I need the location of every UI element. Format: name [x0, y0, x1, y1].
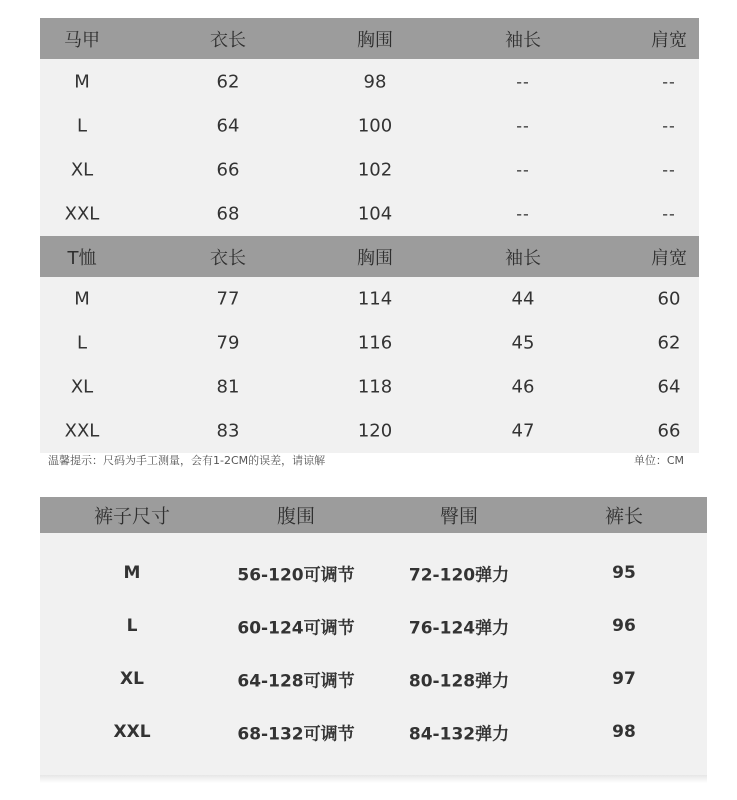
table-row: [40, 652, 707, 705]
table-cell: 45: [511, 332, 535, 354]
table-cell: 102: [357, 159, 393, 181]
table-row: [40, 365, 699, 409]
header-cell: 裤长: [604, 505, 644, 528]
size-cell: M: [74, 71, 90, 92]
table-row: [40, 546, 707, 599]
tshirt-header-row: [40, 236, 699, 277]
table-cell: 95: [612, 562, 636, 583]
pants-size-table: [40, 497, 707, 775]
table-cell: 114: [357, 288, 393, 310]
table-cell: 72-120弹力: [408, 565, 510, 585]
table-row: [40, 599, 707, 652]
pants-header-row: [40, 497, 707, 533]
header-cell: 衣长: [210, 247, 246, 269]
header-cell: 袖长: [505, 247, 541, 269]
table-cell: 66: [216, 159, 240, 181]
size-cell: XL: [70, 159, 94, 181]
table-cell: 77: [216, 288, 240, 310]
table-cell: 98: [612, 721, 636, 742]
table-row: [40, 59, 699, 104]
table-cell: 60-124可调节: [237, 618, 355, 638]
table-row: [40, 409, 699, 453]
table-row: [40, 148, 699, 192]
table-cell: --: [662, 160, 676, 180]
size-cell: XL: [120, 668, 144, 689]
table-cell: 56-120可调节: [237, 565, 355, 585]
size-cell: M: [74, 288, 90, 310]
header-cell: 胸围: [357, 247, 393, 269]
header-cell: 马甲: [64, 29, 100, 51]
table-cell: --: [516, 116, 530, 136]
size-cell: L: [76, 332, 88, 354]
table-cell: 116: [357, 332, 393, 354]
table-cell: --: [662, 116, 676, 136]
table-cell: 83: [216, 420, 240, 442]
table-cell: 84-132弹力: [408, 724, 510, 744]
table-cell: 104: [357, 203, 393, 225]
table-cell: 79: [216, 332, 240, 354]
header-cell: 裤子尺寸: [93, 505, 171, 528]
table-cell: --: [516, 160, 530, 180]
size-cell: XL: [70, 376, 94, 398]
table-row: [40, 277, 699, 321]
size-cell: M: [123, 562, 141, 583]
table-cell: 44: [511, 288, 535, 310]
table-cell: 80-128弹力: [408, 671, 510, 691]
table-cell: 98: [363, 71, 387, 92]
size-cell: XXL: [113, 721, 151, 742]
size-cell: XXL: [64, 203, 100, 225]
table-cell: 120: [357, 420, 393, 442]
table-row: [40, 192, 699, 236]
header-cell: 臀围: [439, 505, 479, 528]
table-cell: 118: [357, 376, 393, 398]
table-cell: 81: [216, 376, 240, 398]
table-cell: --: [662, 72, 676, 91]
tops-size-table: [40, 18, 699, 453]
size-cell: L: [76, 115, 88, 137]
table-cell: 76-124弹力: [408, 618, 510, 638]
table-cell: 64: [657, 376, 681, 398]
table-cell: 97: [612, 668, 636, 689]
table-cell: 100: [357, 115, 393, 137]
header-cell: 腹围: [276, 505, 316, 528]
table-cell: --: [662, 204, 676, 224]
header-cell: 胸围: [357, 29, 393, 51]
table-bottom-shadow: [40, 775, 707, 783]
table-cell: 68: [216, 203, 240, 225]
vest-header-row: [40, 18, 699, 59]
table-cell: --: [516, 72, 530, 91]
header-cell: 袖长: [505, 29, 541, 51]
table-cell: 64-128可调节: [237, 671, 355, 691]
header-cell: T恤: [67, 247, 97, 269]
table-cell: 64: [216, 115, 240, 137]
table-cell: 66: [657, 420, 681, 442]
measurement-tip: 温馨提示：尺码为手工测量，会有1-2CM的误差，请谅解: [48, 454, 326, 467]
table-cell: 47: [511, 420, 535, 442]
header-cell: 肩宽: [651, 247, 687, 269]
table-row: [40, 321, 699, 365]
table-cell: 62: [657, 332, 681, 354]
header-cell: 肩宽: [651, 29, 687, 51]
header-cell: 衣长: [210, 29, 246, 51]
table-cell: 96: [612, 615, 636, 636]
table-row: [40, 104, 699, 148]
pants-table-body: [40, 533, 707, 758]
table-cell: 68-132可调节: [237, 724, 355, 744]
size-cell: L: [126, 615, 138, 636]
table-cell: 60: [657, 288, 681, 310]
size-cell: XXL: [64, 420, 100, 442]
table-cell: 62: [216, 71, 240, 92]
table-cell: 46: [511, 376, 535, 398]
table-cell: --: [516, 204, 530, 224]
table-row: [40, 705, 707, 758]
unit-label: 单位：CM: [633, 454, 684, 467]
